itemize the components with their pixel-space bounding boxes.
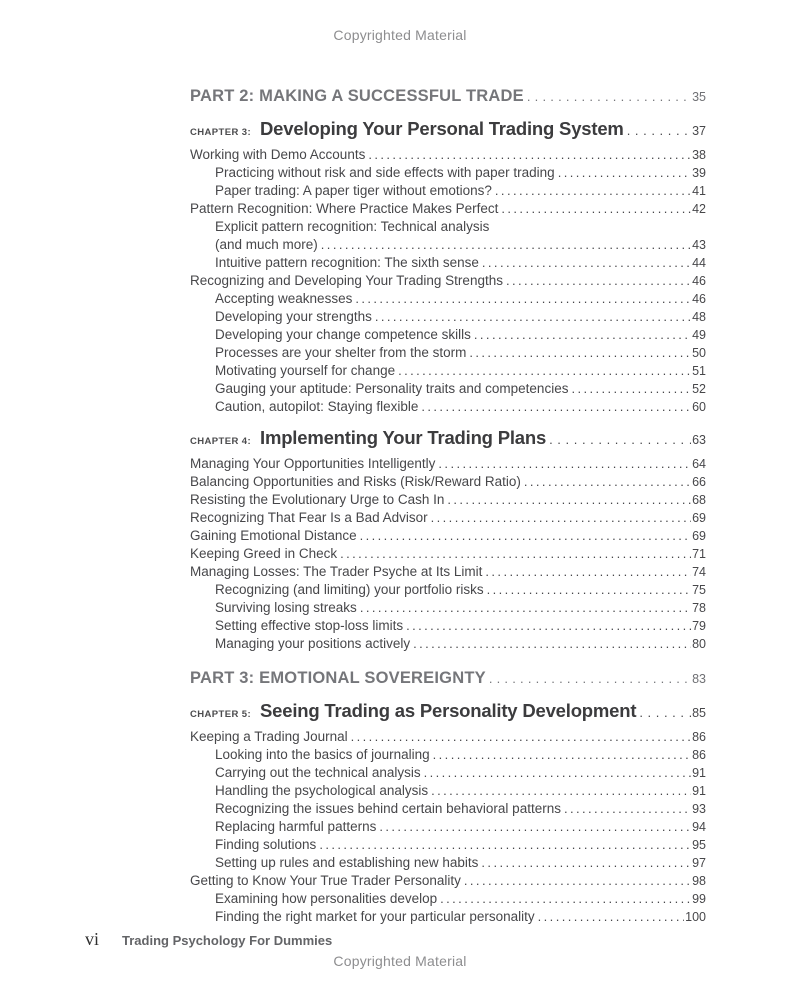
toc-entry-text: Recognizing and Developing Your Trading Strengths	[190, 273, 503, 288]
dot-leader	[489, 669, 691, 689]
toc-entry-row	[190, 599, 706, 617]
dot-leader	[406, 617, 691, 635]
toc-entry-row	[190, 581, 706, 599]
dot-leader	[495, 182, 691, 200]
toc-entry-row	[190, 746, 706, 764]
toc-entry-row	[190, 272, 706, 290]
dot-leader	[398, 362, 691, 380]
chapter-label: CHAPTER 4:	[190, 436, 252, 447]
toc-entry-page: 91	[692, 766, 706, 780]
toc-entry-page: 50	[692, 346, 706, 360]
dot-leader	[527, 87, 691, 107]
toc-entry-text: Accepting weaknesses	[215, 291, 353, 306]
dot-leader	[431, 782, 691, 800]
toc-entry-row	[190, 509, 706, 527]
toc-entry-page: 60	[692, 400, 706, 414]
toc-entry-row	[190, 236, 706, 254]
toc-entry-text: Practicing without risk and side effects with paper trading	[215, 165, 555, 180]
dot-leader	[321, 236, 691, 254]
toc-entry-row	[190, 782, 706, 800]
dot-leader	[379, 818, 691, 836]
toc-entry-page: 38	[692, 148, 706, 162]
dot-leader	[438, 455, 691, 473]
toc-entry-text: Processes are your shelter from the storm	[215, 345, 467, 360]
toc-entry-text: Developing your change competence skills	[215, 327, 471, 342]
dot-leader	[571, 380, 691, 398]
page-footer	[85, 929, 332, 950]
dot-leader	[549, 427, 691, 453]
toc-entry-page: 64	[692, 457, 706, 471]
toc-entry-page: 51	[692, 364, 706, 378]
toc-entry-page: 78	[692, 601, 706, 615]
chapter-title: Seeing Trading as Personality Development	[260, 700, 637, 721]
copyright-notice-bottom: Copyrighted Material	[333, 953, 467, 969]
dot-leader	[464, 872, 691, 890]
dot-leader	[340, 545, 691, 563]
folio-page-number: vi	[85, 929, 100, 949]
toc-entry-row	[190, 362, 706, 380]
toc-entry-page: 52	[692, 382, 706, 396]
copyright-notice-top: Copyrighted Material	[333, 27, 467, 43]
dot-leader	[558, 164, 691, 182]
toc-chapter-row	[190, 116, 706, 146]
toc-entry-text: Setting effective stop-loss limits	[215, 618, 404, 633]
toc-entry-row	[190, 326, 706, 344]
toc-entry-text: Looking into the basics of journaling	[215, 747, 430, 762]
toc-entry-page: 74	[692, 565, 706, 579]
toc-entry-row	[190, 455, 706, 473]
part-page-number: 35	[692, 90, 706, 104]
toc-entry-row	[190, 218, 706, 236]
toc-entry-text: Intuitive pattern recognition: The sixth sense	[215, 255, 479, 270]
dot-leader	[440, 890, 691, 908]
toc-entry-page: 100	[685, 910, 706, 924]
toc-entry-page: 71	[692, 547, 706, 561]
dot-leader	[431, 509, 691, 527]
toc-entry-page: 95	[692, 838, 706, 852]
toc-entry-row	[190, 146, 706, 164]
toc-chapter-row	[190, 698, 706, 728]
toc-entry-text: (and much more)	[215, 237, 318, 252]
toc-entry-page: 97	[692, 856, 706, 870]
running-book-title: Trading Psychology For Dummies	[122, 933, 333, 948]
toc-entry-text: Keeping a Trading Journal	[190, 729, 348, 744]
toc-part-row	[190, 668, 706, 689]
toc-entry-text: Paper trading: A paper tiger without emotions?	[215, 183, 492, 198]
toc-entry-page: 48	[692, 310, 706, 324]
toc-entry-row	[190, 473, 706, 491]
toc-entry-row	[190, 836, 706, 854]
toc-entry-text: Resisting the Evolutionary Urge to Cash In	[190, 492, 445, 507]
dot-leader	[482, 254, 691, 272]
chapter-page-number: 63	[692, 433, 706, 447]
toc-entry-page: 68	[692, 493, 706, 507]
toc-entry-text: Working with Demo Accounts	[190, 147, 366, 162]
toc-entry-text: Examining how personalities develop	[215, 891, 438, 906]
toc-entry-row	[190, 308, 706, 326]
toc-entry-page: 46	[692, 274, 706, 288]
toc-entry-page: 44	[692, 256, 706, 270]
toc-entry-row	[190, 728, 706, 746]
dot-leader	[564, 800, 691, 818]
toc-entry-row	[190, 764, 706, 782]
toc-entry-row	[190, 854, 706, 872]
part-title: PART 2: MAKING A SUCCESSFUL TRADE	[190, 87, 524, 105]
toc-entry-page: 46	[692, 292, 706, 306]
toc-entry-text: Managing Your Opportunities Intelligently	[190, 456, 436, 471]
toc-entry-row	[190, 818, 706, 836]
table-of-contents	[190, 86, 706, 926]
dot-leader	[538, 908, 684, 926]
toc-entry-page: 91	[692, 784, 706, 798]
toc-entry-row	[190, 890, 706, 908]
toc-entry-page: 66	[692, 475, 706, 489]
dot-leader	[485, 563, 691, 581]
chapter-title: Implementing Your Trading Plans	[260, 427, 547, 448]
toc-entry-text: Explicit pattern recognition: Technical analysis	[215, 219, 490, 234]
dot-leader	[469, 344, 691, 362]
toc-entry-row	[190, 872, 706, 890]
toc-entry-page: 99	[692, 892, 706, 906]
dot-leader	[421, 398, 691, 416]
toc-entry-text: Balancing Opportunities and Risks (Risk/Reward Ratio)	[190, 474, 521, 489]
toc-entry-text: Recognizing (and limiting) your portfolio risks	[215, 582, 484, 597]
toc-entry-text: Gaining Emotional Distance	[190, 528, 357, 543]
toc-entry-page: 98	[692, 874, 706, 888]
toc-entry-page: 69	[692, 511, 706, 525]
part-page-number: 83	[692, 672, 706, 686]
dot-leader	[319, 836, 691, 854]
toc-entry-row	[190, 164, 706, 182]
chapter-label: CHAPTER 5:	[190, 709, 252, 720]
toc-part-row	[190, 86, 706, 107]
toc-entry-row	[190, 491, 706, 509]
toc-entry-text: Getting to Know Your True Trader Personality	[190, 873, 461, 888]
toc-entry-text: Keeping Greed in Check	[190, 546, 338, 561]
toc-entry-page: 79	[692, 619, 706, 633]
dot-leader	[360, 527, 692, 545]
dot-leader	[424, 764, 691, 782]
toc-entry-text: Recognizing the issues behind certain behavioral patterns	[215, 801, 561, 816]
toc-entry-text: Motivating yourself for change	[215, 363, 396, 378]
toc-entry-row	[190, 635, 706, 653]
dot-leader	[501, 200, 691, 218]
toc-entry-text: Gauging your aptitude: Personality traits and competencies	[215, 381, 569, 396]
dot-leader	[360, 599, 691, 617]
toc-entry-page: 86	[692, 730, 706, 744]
toc-entry-row	[190, 290, 706, 308]
dot-leader	[506, 272, 691, 290]
toc-entry-row	[190, 344, 706, 362]
toc-entry-page: 80	[692, 637, 706, 651]
toc-entry-page: 43	[692, 238, 706, 252]
dot-leader	[351, 728, 691, 746]
dot-leader	[375, 308, 691, 326]
dot-leader	[413, 635, 691, 653]
toc-entry-row	[190, 563, 706, 581]
toc-entry-text: Recognizing That Fear Is a Bad Advisor	[190, 510, 428, 525]
toc-entry-page: 75	[692, 583, 706, 597]
dot-leader	[474, 326, 691, 344]
toc-entry-page: 39	[692, 166, 706, 180]
toc-entry-row	[190, 398, 706, 416]
toc-entry-text: Managing your positions actively	[215, 636, 411, 651]
dot-leader	[355, 290, 691, 308]
toc-entry-text: Caution, autopilot: Staying flexible	[215, 399, 419, 414]
toc-entry-page: 94	[692, 820, 706, 834]
toc-entry-text: Finding the right market for your particular personality	[215, 909, 535, 924]
dot-leader	[487, 581, 691, 599]
toc-chapter-row	[190, 425, 706, 455]
toc-entry-page: 86	[692, 748, 706, 762]
chapter-label: CHAPTER 3:	[190, 127, 252, 138]
dot-leader	[639, 700, 691, 726]
toc-entry-page: 49	[692, 328, 706, 342]
dot-leader	[524, 473, 691, 491]
toc-entry-text: Pattern Recognition: Where Practice Makes Perfect	[190, 201, 499, 216]
toc-entry-row	[190, 182, 706, 200]
toc-entry-text: Developing your strengths	[215, 309, 372, 324]
toc-entry-text: Replacing harmful patterns	[215, 819, 377, 834]
toc-entry-row	[190, 380, 706, 398]
dot-leader	[368, 146, 691, 164]
toc-entry-page: 93	[692, 802, 706, 816]
dot-leader	[447, 491, 691, 509]
dot-leader	[481, 854, 691, 872]
toc-entry-page: 42	[692, 202, 706, 216]
toc-entry-row	[190, 527, 706, 545]
toc-entry-row	[190, 545, 706, 563]
toc-entry-row	[190, 800, 706, 818]
toc-entry-page: 69	[692, 529, 706, 543]
toc-entry-row	[190, 908, 706, 926]
dot-leader	[433, 746, 691, 764]
chapter-page-number: 37	[692, 124, 706, 138]
part-title: PART 3: EMOTIONAL SOVEREIGNTY	[190, 669, 486, 687]
toc-entry-page: 41	[692, 184, 706, 198]
toc-entry-text: Surviving losing streaks	[215, 600, 357, 615]
toc-entry-text: Setting up rules and establishing new habits	[215, 855, 479, 870]
chapter-page-number: 85	[692, 706, 706, 720]
toc-entry-row	[190, 254, 706, 272]
toc-entry-text: Carrying out the technical analysis	[215, 765, 421, 780]
toc-entry-row	[190, 200, 706, 218]
toc-entry-text: Managing Losses: The Trader Psyche at Its Limit	[190, 564, 483, 579]
toc-entry-text: Finding solutions	[215, 837, 317, 852]
dot-leader	[627, 118, 691, 144]
toc-entry-row	[190, 617, 706, 635]
toc-entry-text: Handling the psychological analysis	[215, 783, 429, 798]
chapter-title: Developing Your Personal Trading System	[260, 118, 624, 139]
